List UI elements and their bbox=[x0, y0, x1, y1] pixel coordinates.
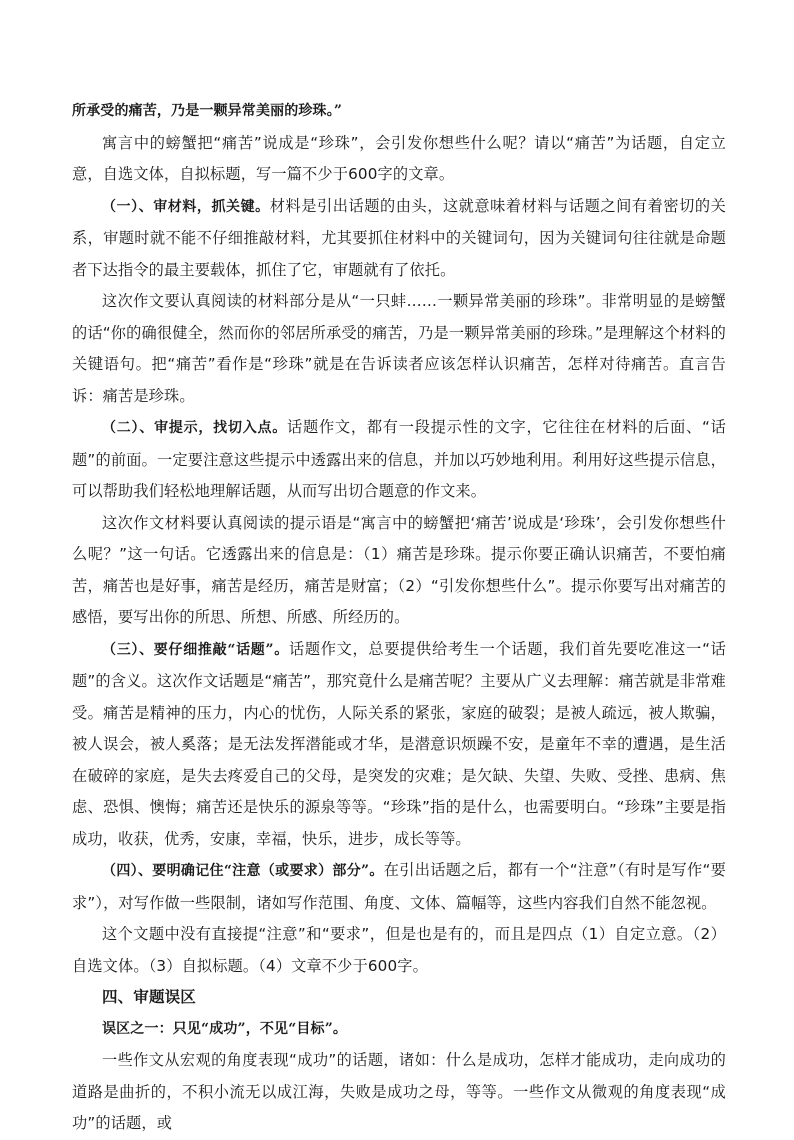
material-analysis-paragraph: 这次作文要认真阅读的材料部分是从“一只蚌……一颗异常美丽的珍珠”。非常明显的是螃蟹的话“你的确很健全，然而你的邻居所承受的痛苦，乃是一颗异常美丽的珍珠。”是理解这个材料的关键语句。把“痛苦”看作是“珍珠”就是在告诉读者应该怎样认识痛苦，怎样对待痛苦。直言告诉：痛苦是珍珠。 bbox=[72, 292, 726, 405]
hint-analysis-paragraph: 这次作文材料要认真阅读的提示语是“寓言中的螃蟹把‘痛苦’说成是‘珍珠’，会引发你想些什么呢？”这一句话。它透露出来的信息是：（1）痛苦是珍珠。提示你要正确认识痛苦，不要怕痛苦，痛苦也是好事，痛苦是经历，痛苦是财富；（2）“引发你想些什么”。提示你要写出对痛苦的感悟，要写出你的所思、所想、所感、所经历的。 bbox=[72, 513, 726, 626]
section-2-heading: （二）、审提示，找切入点。 bbox=[102, 420, 288, 436]
requirements-paragraph: 这个文题中没有直接提“注意”和“要求”，但是也是有的，而且是四点（1）自定立意。（2）自选文体。（3）自拟标题。（4）文章不少于600字。 bbox=[72, 925, 726, 975]
document-body bbox=[72, 96, 726, 1140]
section-1-paragraph bbox=[72, 191, 726, 287]
section-4-text: 在引出话题之后，都有一个“注意”（有时是写作“要求”），对写作做一些限制，诸如写作范围、角度、文体、篇幅等，这些内容我们自然不能忽视。 bbox=[72, 861, 726, 912]
misconception-1-paragraph: 一些作文从宏观的角度表现“成功”的话题，诸如：什么是成功，怎样才能成功，走向成功的道路是曲折的，不积小流无以成江海，失败是成功之母，等等。一些作文从微观的角度表现“成功”的话题，或 bbox=[72, 1051, 726, 1132]
misconception-1-heading: 误区之一：只见“成功”，不见“目标”。 bbox=[102, 1020, 348, 1037]
section-3-paragraph bbox=[72, 634, 726, 856]
prompt-paragraph: 寓言中的螃蟹把“痛苦”说成是“珍珠”，会引发你想些什么呢？请以“痛苦”为话题，自定立意，自选文体，自拟标题，写一篇不少于600字的文章。 bbox=[72, 133, 726, 183]
section-1-text: 材料是引出话题的由头，这就意味着材料与话题之间有着密切的关系，审题时就不能不仔细推敲材料，尤其要抓住材料中的关键词句，因为关键词句往往就是命题者下达指令的最主要载体，抓住了它，审题就有了依托。 bbox=[72, 196, 726, 279]
section-2-text: 话题作文，都有一段提示性的文字，它往往在材料的后面、“话题”的前面。一定要注意这些提示中透露出来的信息，并加以巧妙地利用。利用好这些提示信息，可以帮助我们轻松地理解话题，从而写出切合题意的作文来。 bbox=[72, 418, 726, 500]
section-heading-misconceptions: 四、审题误区 bbox=[102, 988, 196, 1006]
section-1-heading: （一）、审材料，抓关键。 bbox=[102, 198, 270, 215]
quote-continuation: 所承受的痛苦，乃是一颗异常美丽的珍珠。” bbox=[72, 103, 343, 119]
section-4-paragraph bbox=[72, 855, 726, 919]
section-4-heading: （四）、要明确记住“注意（或要求）部分”。 bbox=[102, 863, 384, 879]
section-3-heading: （三）、要仔细推敲“话题”。 bbox=[102, 641, 289, 658]
section-3-text: 话题作文，总要提供给考生一个话题，我们首先要吃准这一“话题”的含义。这次作文话题是“痛苦”，那究竟什么是痛苦呢？主要从广义去理解：痛苦就是非常难受。痛苦是精神的压力，内心的忧伤，人际关系的紧张，家庭的破裂；是被人疏远，被人欺骗，被人误会，被人奚落；是无法发挥潜能或才华，是潜意识烦躁不安，是童年不幸的遭遇，是生活在破碎的家庭，是失去疼爱自己的父母，是突发的灾难；是欠缺、失望、失败、受挫、患病、焦虑、恐惧、懊悔；痛苦还是快乐的源泉等等。“珍珠”指的是什么，也需要明白。“珍珠”主要是指成功，收获，优秀，安康，幸福，快乐，进步，成长等等。 bbox=[72, 639, 726, 848]
section-2-paragraph bbox=[72, 412, 726, 508]
